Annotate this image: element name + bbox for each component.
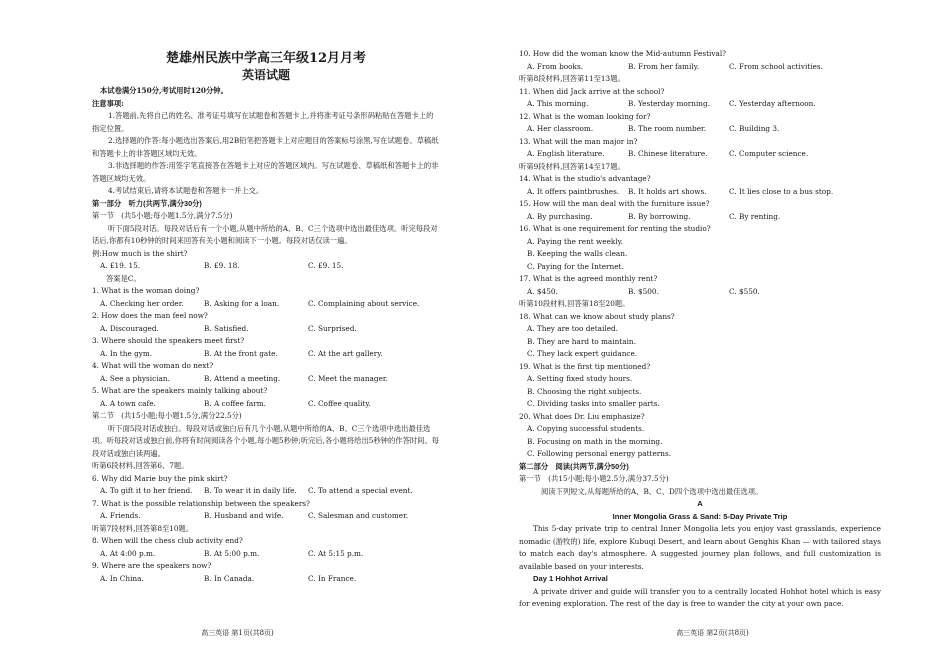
page-2-footer: 高三英语 第2页(共8页) xyxy=(676,629,749,637)
question-19: 19. What is the first tip mentioned? xyxy=(519,361,651,371)
option-c: C. £9. 15. xyxy=(308,261,344,270)
option-a: A. See a physician. xyxy=(100,373,170,383)
question-20: 20. What does Dr. Liu emphasize? xyxy=(519,411,645,421)
question-10: 10. How did the woman know the Mid-autumn Festival? xyxy=(519,49,727,58)
option-a: A. Setting fixed study hours. xyxy=(527,374,633,383)
section-1-heading: 第一节 (共5小题;每小题1.5分,满分7.5分) xyxy=(92,211,233,220)
option-a: A. Friends. xyxy=(100,511,141,520)
note-3: 3.非选择题的作答:用签字笔直接答在答题卡上对应的答题区域内。写在试题卷、草稿纸和答题卡上的非答题区域均无效。 xyxy=(92,161,439,183)
page-1-column xyxy=(92,48,440,585)
day-1-heading: Day 1 Hohhot Arrival xyxy=(533,574,608,583)
option-a: A. At 4:00 p.m. xyxy=(100,548,156,558)
question-6-options xyxy=(92,485,440,498)
option-a: A. Copying successful students. xyxy=(527,424,645,433)
option-b: B. Attend a meeting. xyxy=(204,373,281,383)
option-a: A. From books. xyxy=(527,61,584,71)
option-a: A. Her classroom. xyxy=(527,124,594,133)
question-14: 14. What is the studio's advantage? xyxy=(519,174,651,183)
passage-title: Inner Mongolia Grass & Sand: 5-Day Private Trip xyxy=(612,511,788,521)
option-b: B. Satisfied. xyxy=(204,323,249,333)
option-b: B. In Canada. xyxy=(204,573,255,583)
option-c: C. To attend a special event. xyxy=(308,486,413,495)
passage-letter: A xyxy=(697,499,703,508)
question-2: 2. How does the man feel now? xyxy=(92,311,208,320)
option-b: B. Husband and wife. xyxy=(204,511,284,520)
question-1-options xyxy=(92,298,440,311)
option-b: B. Chinese literature. xyxy=(628,149,708,158)
option-c: C. Salesman and customer. xyxy=(308,511,409,520)
option-b: B. At the front gate. xyxy=(204,348,278,358)
question-9-options xyxy=(92,573,440,586)
option-c: C. Dividing tasks into smaller parts. xyxy=(527,399,660,408)
option-a: A. Checking her order. xyxy=(100,298,184,308)
option-b: B. $500. xyxy=(628,286,659,296)
question-2-options xyxy=(92,323,440,336)
option-c: C. Coffee quality. xyxy=(308,398,371,408)
option-a: A. They are too detailed. xyxy=(527,324,618,333)
option-c: C. Meet the manager. xyxy=(308,373,388,383)
option-a: A. A town cafe. xyxy=(100,398,156,408)
option-c: C. Paying for the Internet. xyxy=(527,261,624,271)
option-c: C. By renting. xyxy=(729,211,781,221)
option-b: B. Keeping the walls clean. xyxy=(527,249,628,258)
question-6: 6. Why did Marie buy the pink skirt? xyxy=(92,473,228,483)
question-1: 1. What is the woman doing? xyxy=(92,286,200,295)
part-2-heading: 第二部分 阅读(共两节,满分50分) xyxy=(519,461,629,471)
reading-section-1-heading: 第一节 (共15小题;每小题2.5分,满分37.5分) xyxy=(519,474,669,483)
option-c: C. Building 3. xyxy=(729,124,780,133)
option-a: A. £19. 15. xyxy=(100,261,141,270)
option-c: C. In France. xyxy=(308,573,357,583)
option-c: C. At 5:15 p.m. xyxy=(308,548,364,558)
option-c: C. It lies close to a bus stop. xyxy=(729,186,834,196)
option-c: C. Surprised. xyxy=(308,323,357,333)
option-b: B. Yesterday morning. xyxy=(628,99,710,108)
option-b: B. At 5:00 p.m. xyxy=(204,548,260,558)
option-c: C. Following personal energy patterns. xyxy=(527,449,672,458)
option-b: B. They are hard to maintain. xyxy=(527,336,636,346)
option-a: A. Paying the rent weekly. xyxy=(527,236,624,246)
example-answer: 答案是C。 xyxy=(106,273,141,283)
option-c: C. Complaining about service. xyxy=(308,298,420,308)
part-1-heading: 第一部分 听力(共两节,满分30分) xyxy=(92,198,202,208)
exam-title: 楚雄州民族中学高三年级12月月考 xyxy=(165,51,367,66)
option-a: A. To gift it to her friend. xyxy=(100,486,193,495)
question-8: 8. When will the chess club activity end? xyxy=(92,536,243,545)
question-8-options xyxy=(92,548,440,561)
option-a: A. Discouraged. xyxy=(100,323,159,333)
option-a: A. In the gym. xyxy=(100,348,153,358)
exam-subtitle: 英语试题 xyxy=(241,68,290,82)
material-8-note: 听第8段材料,回答第11至13题。 xyxy=(519,74,625,83)
option-a: A. By purchasing. xyxy=(527,211,593,221)
question-16: 16. What is one requirement for renting the studio? xyxy=(519,224,711,233)
option-b: B. Choosing the right subjects. xyxy=(527,386,642,396)
option-b: B. It holds art shows. xyxy=(628,186,707,196)
material-9-note: 听第9段材料,回答第14至17题。 xyxy=(519,161,625,171)
question-13: 13. What will the man major in? xyxy=(519,136,638,146)
question-12-options xyxy=(519,123,881,136)
question-15: 15. How will the man deal with the furniture issue? xyxy=(519,199,710,208)
option-b: B. Focusing on math in the morning. xyxy=(527,436,663,446)
material-7-note: 听第7段材料,回答第8至10题。 xyxy=(92,523,194,533)
option-b: B. By borrowing. xyxy=(628,211,691,221)
note-4: 4.考试结束后,请将本试题卷和答题卡一并上交。 xyxy=(108,186,264,195)
option-c: C. From school activities. xyxy=(729,61,823,71)
option-b: B. £9. 18. xyxy=(204,261,240,270)
section-1-instructions: 听下面5段对话。每段对话后有一个小题,从题中所给的A、B、C三个选项中选出最佳选项。听完每段对话后,你都有10秒钟的时间来回答有关小题和阅读下一小题。每段对话仅读一遍。 xyxy=(92,223,438,245)
option-a: A. This morning. xyxy=(527,99,589,108)
day-1-text: A private driver and guide will transfer you to a centrally located Hohhot hotel which is easy for evening exploration. The rest of the day is free to wander the city at your own pace. xyxy=(519,586,881,608)
exam-info: 本试卷满分150分,考试用时120分钟。 xyxy=(100,86,228,95)
passage-paragraph-1: This 5-day private trip to central Inner Mongolia lets you enjoy vast grasslands, experience nomadic (游牧的) life, explore Kubuqi Desert, and learn about Genghis Khan — with tailored stays to match each day's atmosphere. A suggested journey plan follows, and full customization is available based on your interests. xyxy=(519,524,881,571)
question-15-options xyxy=(519,211,881,224)
example-options xyxy=(92,260,440,273)
question-10-options xyxy=(519,61,881,74)
question-18: 18. What can we know about study plans? xyxy=(519,311,675,321)
option-c: C. They lack expert guidance. xyxy=(527,349,638,358)
question-3: 3. Where should the speakers meet first? xyxy=(92,336,245,345)
question-17-options xyxy=(519,286,881,299)
example-question: 例:How much is the shirt? xyxy=(92,248,188,258)
option-c: C. At the art gallery. xyxy=(308,348,383,358)
option-b: B. From her family. xyxy=(628,61,700,71)
option-c: C. $550. xyxy=(729,286,760,296)
question-14-options xyxy=(519,186,881,199)
question-12: 12. What is the woman looking for? xyxy=(519,111,651,121)
option-a: A. In China. xyxy=(100,573,144,583)
question-5: 5. What are the speakers mainly talking about? xyxy=(92,386,268,395)
option-b: B. A coffee farm. xyxy=(204,398,266,408)
reading-instructions: 阅读下列短文,从每题所给的A、B、C、D四个选项中选出最佳选项。 xyxy=(541,486,763,496)
material-10-note: 听第10段材料,回答第18至20题。 xyxy=(519,299,630,308)
material-6-note: 听第6段材料,回答第6、7题。 xyxy=(92,461,189,470)
page-1-footer: 高三英语 第1页(共8页) xyxy=(201,629,274,637)
option-c: C. Computer science. xyxy=(729,149,809,158)
option-a: A. $450. xyxy=(527,286,558,296)
section-2-instructions: 听下面5段对话或独白。每段对话或独白后有几个小题,从题中所给的A、B、C三个选项中选出最佳选项。听每段对话或独白前,你将有时间阅读各个小题,每小题5秒钟;听完后,各小题将给出5秒钟的作答时间。每段对话或独白读两遍。 xyxy=(92,423,440,458)
note-2: 2.选择题的作答:每小题选出答案后,用2B铅笔把答题卡上对应题目的答案标号涂黑,写在试题卷、草稿纸和答题卡上的非答题区域均无效。 xyxy=(92,136,439,158)
option-b: B. Asking for a loan. xyxy=(204,298,280,308)
question-7-options xyxy=(92,510,440,523)
question-11-options xyxy=(519,98,881,111)
section-2-heading: 第二节 (共15小题;每小题1.5分,满分22.5分) xyxy=(92,411,242,420)
exam-page-2 xyxy=(475,0,950,659)
option-c: C. Yesterday afternoon. xyxy=(729,99,816,108)
notes-heading: 注意事项: xyxy=(92,98,124,108)
question-7: 7. What is the possible relationship between the speakers? xyxy=(92,498,310,508)
question-17: 17. What is the agreed monthly rent? xyxy=(519,274,658,283)
option-a: A. It offers paintbrushes. xyxy=(527,186,620,196)
question-9: 9. Where are the speakers now? xyxy=(92,561,212,570)
question-5-options xyxy=(92,398,440,411)
question-13-options xyxy=(519,148,881,161)
question-4-options xyxy=(92,373,440,386)
option-a: A. English literature. xyxy=(527,149,605,158)
question-4: 4. What will the woman do next? xyxy=(92,361,214,370)
note-1: 1.答题前,先将自己的姓名、准考证号填写在试题卷和答题卡上,并将准考证号条形码粘贴在答题卡上的指定位置。 xyxy=(92,111,434,133)
option-b: B. To wear it in daily life. xyxy=(204,486,297,495)
page-2-column xyxy=(519,48,881,611)
question-3-options xyxy=(92,348,440,361)
option-b: B. The room number. xyxy=(628,124,707,133)
question-11: 11. When did Jack arrive at the school? xyxy=(519,86,665,96)
